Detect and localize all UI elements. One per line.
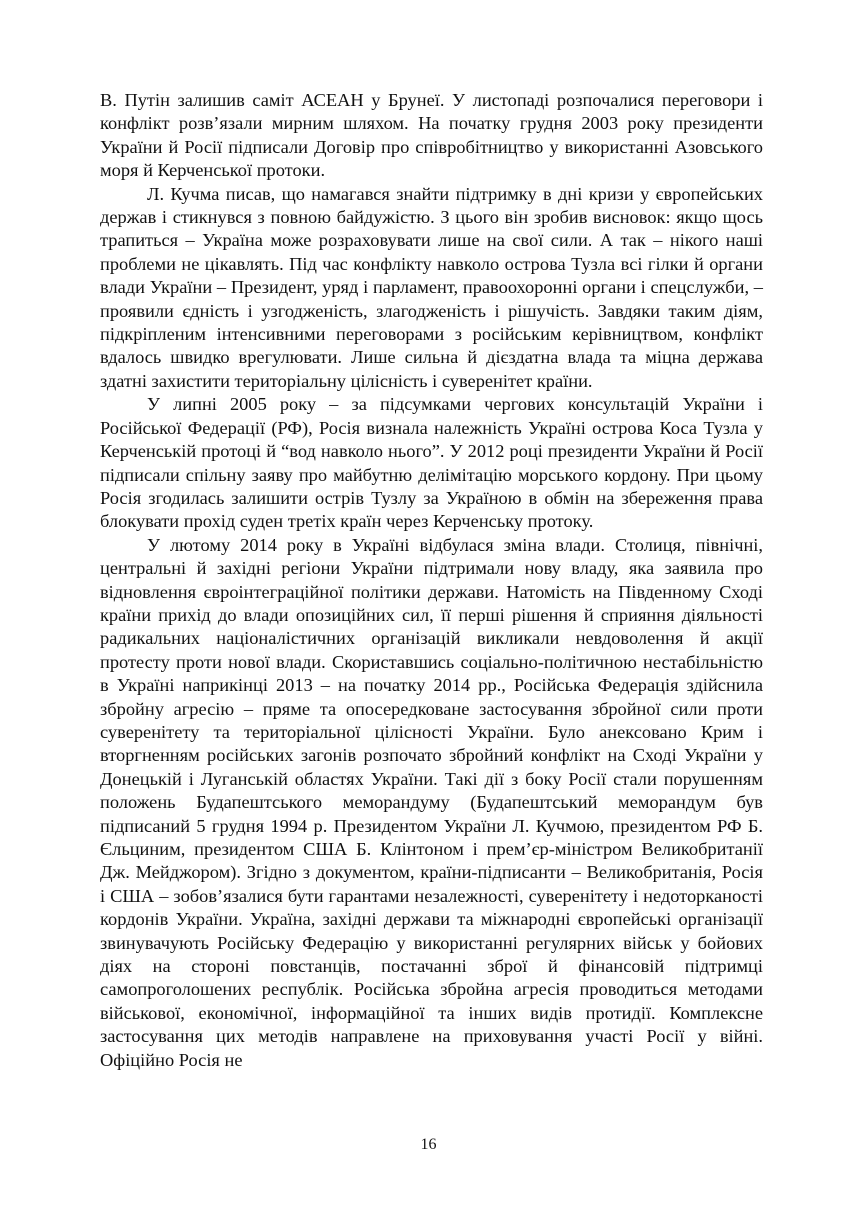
- paragraph-2: Л. Кучма писав, що намагався знайти підтримку в дні кризи у європейських держав і стикнувся з повною байдужістю. З цього він зробив висновок: якщо щось трапиться – Україна може розраховувати лише на свої сили. А так – нікого наші проблеми не цікавлять. Під час конфлікту навколо острова Тузла всі гілки й органи влади України – Президент, уряд і парламент, правоохоронні органи і спецслужби, – проявили єдність і узгодженість, злагодженість і рішучість. Завдяки таким діям, підкріпленим інтенсивними переговорами з російським керівництвом, конфлікт вдалось швидко врегулювати. Лише сильна й дієздатна влада та міцна держава здатні захистити територіальну цілісність і суверенітет країни.: [100, 183, 763, 391]
- paragraph-3: У липні 2005 року – за підсумками чергових консультацій України і Російської Федерації (РФ), Росія визнала належність Україні острова Коса Тузла у Керченській протоці й “вод навколо нього”. У 2012 році президенти України й Росії підписали спільну заяву про майбутню делімітацію морського кордону. При цьому Росія згодилась залишити острів Тузлу за Україною в обмін на збереження права блокувати прохід суден третіх країн через Керченську протоку.: [100, 394, 763, 532]
- page-number: 16: [420, 1136, 437, 1153]
- paragraph-4: У лютому 2014 року в Україні відбулася зміна влади. Столиця, північні, центральні й західні регіони України підтримали нову владу, яка заявила про відновлення євроінтеграційної політики держави. Натомість на Південному Сході країни прихід до влади опозиційних сил, її перші рішення й сприяння діяльності радикальних націоналістичних організацій викликали невдоволення й акції протесту проти нової влади. Скориставшись соціально-політичною нестабільністю в Україні наприкінці 2013 – на початку 2014 рр., Російська Федерація здійснила збройну агресію – пряме та опосередковане застосування збройної сили проти суверенітету та територіальної цілісності України. Було анексовано Крим і вторгненням російських загонів розпочато збройний конфлікт на Сході України у Донецькій і Луганській областях України. Такі дії з боку Росії стали порушенням положень Будапештського меморандуму (Будапештський меморандум був підписаний 5 грудня 1994 р. Президентом України Л. Кучмою, президентом РФ Б. Єльциним, президентом США Б. Клінтоном і прем’єр-міністром Великобританії Дж. Мейджором). Згідно з документом, країни-підписанти – Великобританія, Росія і США – зобов’язалися бути гарантами незалежності, суверенітету і недоторканості кордонів України. Україна, західні держави та міжнародні європейські організації звинувачують Російську Федерацію у використанні регулярних військ у бойових діях на стороні повстанців, постачанні зброї й фінансовій підтримці самопроголошених республік. Російська збройна агресія проводиться методами військової, економічної, інформаційної та інших видів протидії. Комплексне застосування цих методів направлене на приховування участі Росії у війні. Офіційно Росія не: [100, 534, 763, 1070]
- paragraph-1: В. Путін залишив саміт АСЕАН у Брунеї. У листопаді розпочалися переговори і конфлікт розв’язали мирним шляхом. На початку грудня 2003 року президенти України й Росії підписали Договір про співробітництво у використанні Азовського моря й Керченської протоки.: [100, 90, 763, 181]
- document-body: [100, 89, 763, 1072]
